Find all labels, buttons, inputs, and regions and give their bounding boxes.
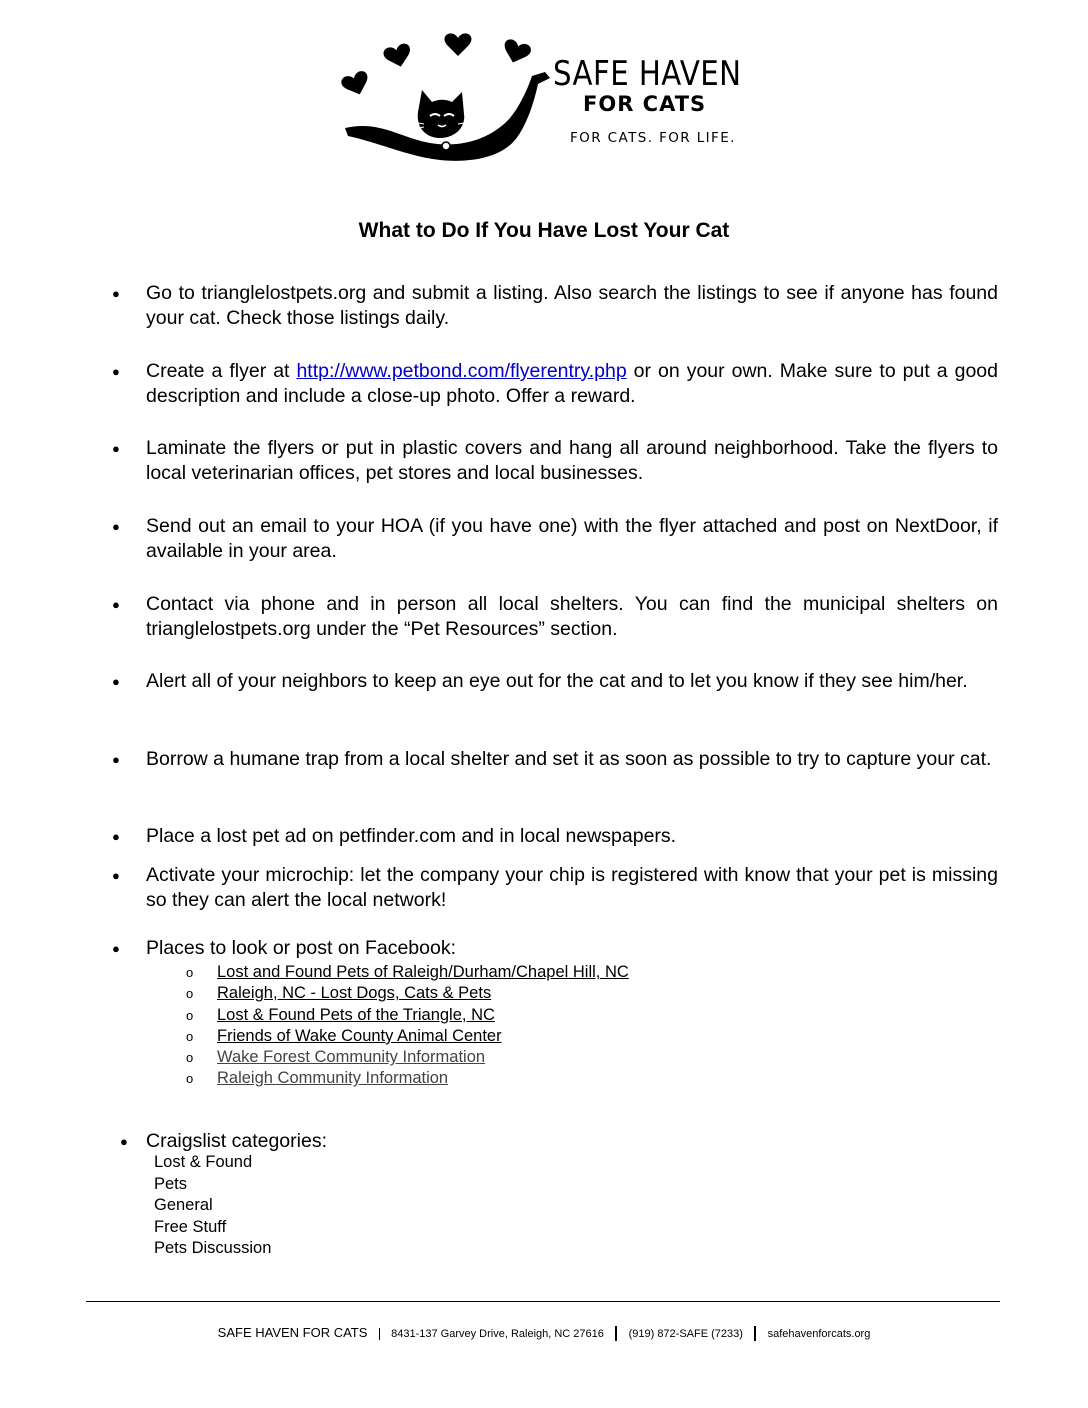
circle-bullet-icon: o	[186, 986, 194, 1002]
bullet-icon: ●	[112, 597, 120, 612]
brand-tagline: FOR CATS. FOR LIFE.	[570, 130, 736, 146]
craigslist-categories-list	[154, 1152, 271, 1260]
circle-bullet-icon: o	[186, 1007, 194, 1023]
page-title: What to Do If You Have Lost Your Cat	[358, 219, 730, 242]
brand-line1: SAFE HAVEN	[553, 54, 742, 94]
bullet-icon: ●	[112, 674, 120, 689]
list-item: ● Places to look or post on Facebook:	[112, 937, 457, 959]
footer-divider	[86, 1301, 1000, 1302]
facebook-groups-list	[186, 962, 629, 1090]
list-item: ● Borrow a humane trap from a local shelter and set it as soon as possible to try to capture your cat.	[112, 748, 992, 770]
footer-phone: (919) 872-SAFE (7233)	[628, 1328, 743, 1340]
logo	[340, 28, 770, 178]
flyer-link[interactable]: http://www.petbond.com/flyerentry.php	[296, 360, 627, 382]
list-item: ● Contact via phone and in person all local shelters. You can find the municipal shelters on trianglelostpets.org under the “Pet Resources” section.	[112, 593, 998, 640]
craigslist-category: General	[154, 1196, 213, 1214]
facebook-group-item	[186, 1068, 629, 1089]
list-item: ● Place a lost pet ad on petfinder.com and in local newspapers.	[112, 825, 677, 847]
list-item: ● Alert all of your neighbors to keep an eye out for the cat and to let you know if they see him/her.	[112, 670, 968, 692]
facebook-group-link[interactable]: Raleigh, NC - Lost Dogs, Cats & Pets	[217, 984, 492, 1003]
circle-bullet-icon: o	[186, 1028, 194, 1044]
footer-org: SAFE HAVEN FOR CATS	[217, 1325, 368, 1340]
cat-hammock-logo-icon	[340, 28, 555, 178]
circle-bullet-icon: o	[186, 1071, 194, 1087]
list-item: ● Send out an email to your HOA (if you have one) with the flyer attached and post on NextDoor, if available in your area.	[112, 515, 998, 562]
list-item: ● Laminate the flyers or put in plastic covers and hang all around neighborhood. Take the flyers to local veterinarian offices, pet stores and local businesses.	[112, 437, 998, 484]
bullet-icon: ●	[112, 286, 120, 301]
craigslist-category: Lost & Found	[154, 1153, 253, 1171]
footer-website[interactable]: safehavenforcats.org	[767, 1328, 871, 1340]
bullet-icon: ●	[112, 829, 120, 844]
facebook-group-link[interactable]: Lost & Found Pets of the Triangle, NC	[217, 1005, 495, 1024]
bullet-icon: ●	[112, 941, 120, 956]
brand-line2: FOR CATS	[583, 92, 707, 116]
facebook-group-item	[186, 1026, 629, 1047]
circle-bullet-icon: o	[186, 1050, 194, 1066]
craigslist-category: Free Stuff	[154, 1217, 227, 1236]
facebook-group-link[interactable]: Raleigh Community Information	[217, 1069, 449, 1088]
bullet-icon: ●	[112, 868, 120, 883]
footer-separator	[615, 1326, 617, 1341]
bullet-icon: ●	[112, 519, 120, 534]
footer-separator	[379, 1328, 380, 1340]
facebook-group-item	[186, 962, 629, 983]
brand-text	[553, 56, 772, 146]
list-item: ● Activate your microchip: let the company your chip is registered with know that your pet is missing so they can alert the local network!	[112, 864, 998, 911]
list-item: ● Go to trianglelostpets.org and submit a listing. Also search the listings to see if anyone has found your cat. Check those listings daily.	[112, 282, 998, 329]
facebook-group-link[interactable]: Wake Forest Community Information	[217, 1048, 486, 1067]
bullet-icon: ●	[112, 364, 120, 379]
facebook-group-item	[186, 983, 629, 1004]
list-item: ● Create a flyer at http://www.petbond.com/flyerentry.php or on your own. Make sure to put a good description and include a close-up photo. Offer a reward.	[112, 360, 998, 407]
bullet-icon: ●	[112, 752, 120, 767]
facebook-group-item	[186, 1047, 629, 1068]
circle-bullet-icon: o	[186, 965, 194, 980]
list-item: ● Craigslist categories:	[120, 1130, 327, 1152]
craigslist-category: Pets	[154, 1174, 188, 1193]
footer-address: 8431-137 Garvey Drive, Raleigh, NC 27616	[391, 1328, 604, 1340]
facebook-group-item	[186, 1005, 629, 1026]
facebook-group-link[interactable]: Friends of Wake County Animal Center	[217, 1026, 502, 1045]
bullet-icon: ●	[120, 1134, 128, 1149]
footer-separator	[754, 1326, 756, 1341]
footer	[0, 1325, 1088, 1341]
craigslist-category: Pets Discussion	[154, 1239, 272, 1257]
facebook-group-link[interactable]: Lost and Found Pets of Raleigh/Durham/Chapel Hill, NC	[217, 963, 629, 981]
bullet-icon: ●	[112, 441, 120, 456]
